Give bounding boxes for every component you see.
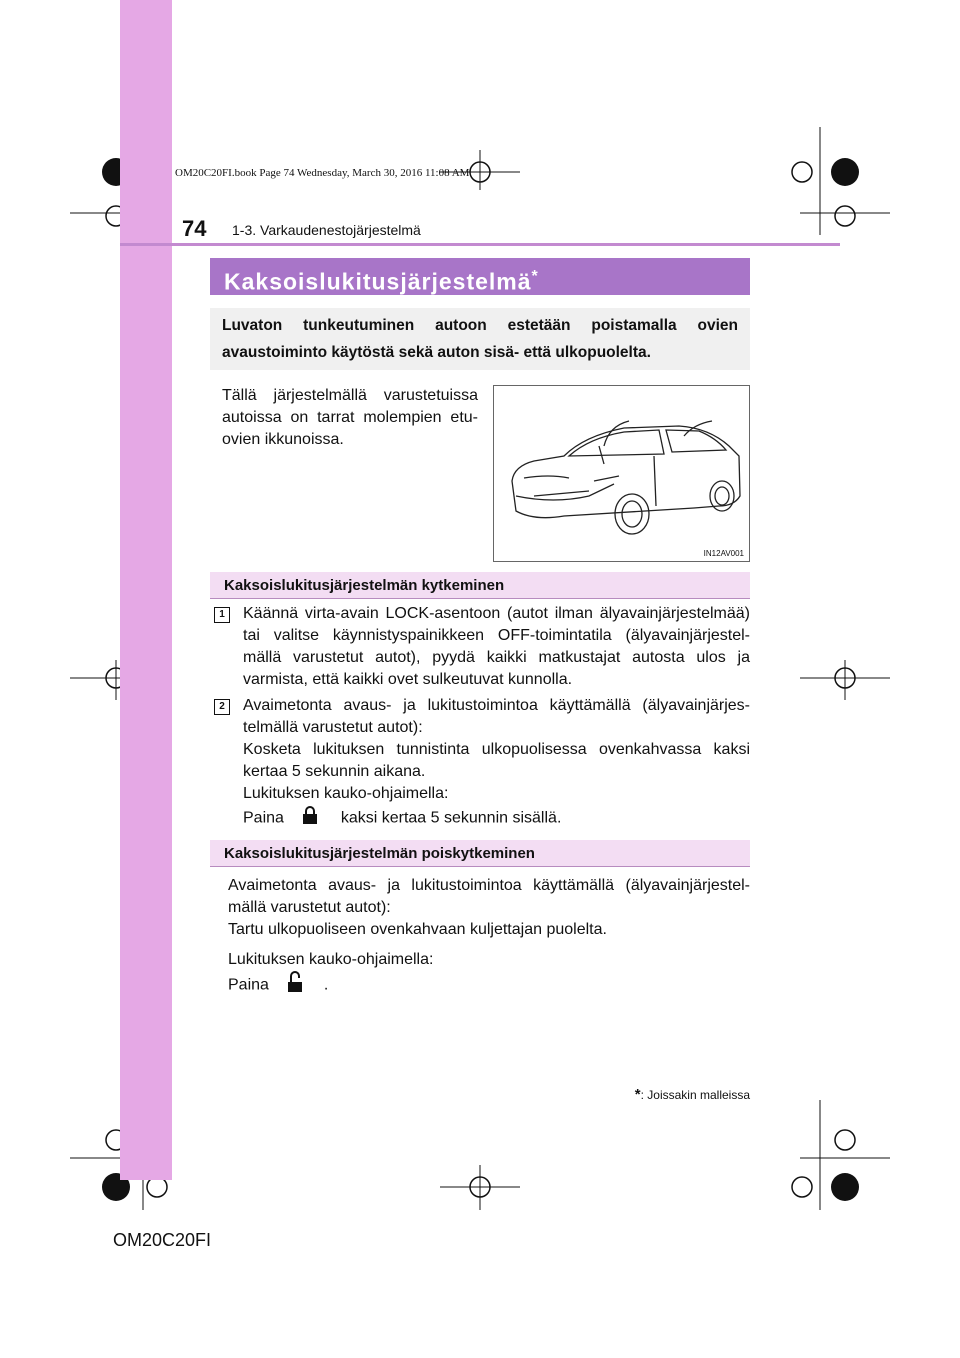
step-1-text: Käännä virta-avain LOCK-asentoon (autot ilman älyavainjärjestelmää) tai valitse käynnistyspainikkeen OFF-toimintatila (älyavainjärjestel-mällä varustetut autot), pyydä kaikki matkustajat autosta ulos ja varmista, että kaikki ovet sulkeutuvat kunnolla.: [243, 605, 750, 688]
header-rule: [120, 243, 840, 246]
file-stamp: OM20C20FI.book Page 74 Wednesday, March 30, 2016 11:08 AM: [175, 167, 470, 179]
step-2-line1: Avaimetonta avaus- ja lukitustoimintoa käyttämällä (älyavainjärjes-telmällä varustetut autot):: [243, 697, 750, 736]
lock-closed-icon: [302, 805, 318, 832]
press-label: Paina: [228, 976, 269, 994]
step-number-1: 1: [214, 607, 230, 623]
deactivation-heading: Kaksoislukitusjärjestelmän poiskytkeminen: [210, 840, 750, 867]
press-suffix: .: [323, 976, 329, 994]
footnote-text: : Joissakin malleissa: [640, 1088, 750, 1102]
title-asterisk: *: [531, 268, 539, 285]
step-2-press-line: [243, 805, 750, 832]
intro-box: Luvaton tunkeutuminen autoon estetään poistamalla ovien avaustoiminto käytöstä sekä auton sisä- että ulkopuolelta.: [210, 308, 750, 370]
footnote-star: *: [634, 1086, 641, 1103]
document-code: OM20C20FI: [113, 1230, 212, 1250]
deactivation-text: [228, 875, 750, 1000]
step-2-line2: Kosketa lukituksen tunnistinta ulkopuolisessa ovenkahvassa kaksi kertaa 5 sekunnin aikana.: [243, 741, 750, 780]
stickers-paragraph: Tällä järjestelmällä varustetuissa autoissa on tarrat molempien etu-ovien ikkunoissa.: [222, 387, 478, 448]
activation-heading: Kaksoislukitusjärjestelmän kytkeminen: [210, 572, 750, 599]
page-number: 74: [182, 216, 207, 241]
press-instruction: kaksi kertaa 5 sekunnin sisällä.: [340, 809, 562, 827]
press-label: Paina: [243, 809, 284, 827]
section-heading: 1-3. Varkaudenestojärjestelmä: [232, 222, 421, 238]
lock-open-icon: [287, 971, 303, 1000]
car-drawing: [494, 386, 749, 561]
deactivation-line3: Lukituksen kauko-ohjaimella:: [228, 951, 434, 968]
chapter-tab-sidebar: [120, 0, 172, 1180]
figure-caption: IN12AV001: [703, 549, 744, 558]
footnote: [635, 1086, 750, 1103]
step-2: [243, 695, 750, 832]
title-text: Kaksoislukitusjärjestelmä: [224, 268, 532, 295]
car-illustration: [493, 385, 750, 562]
step-2-line3: Lukituksen kauko-ohjaimella:: [243, 785, 449, 802]
step-number-2: 2: [214, 699, 230, 715]
deactivation-press-line: [228, 971, 750, 1000]
page-title: [210, 258, 750, 295]
deactivation-line2: Tartu ulkopuoliseen ovenkahvaan kuljettajan puolelta.: [228, 921, 607, 938]
deactivation-line1: Avaimetonta avaus- ja lukitustoimintoa käyttämällä (älyavainjärjestel-mällä varustetut autot):: [228, 877, 750, 916]
